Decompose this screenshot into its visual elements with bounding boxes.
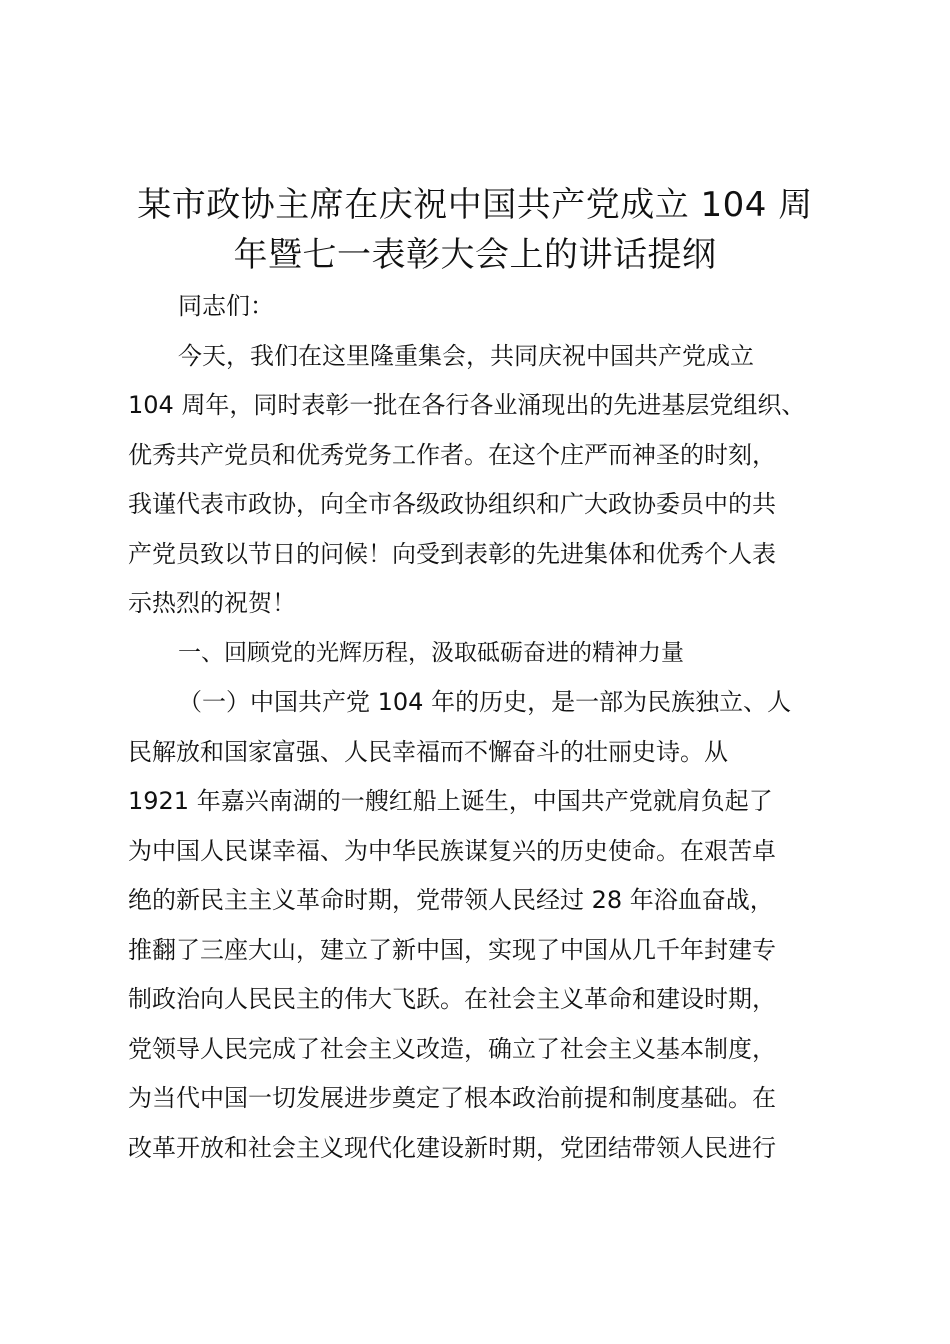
paragraph-line: 优秀共产党员和优秀党务工作者。在这个庄严而神圣的时刻， [128,440,776,469]
title-line-1: 某市政协主席在庆祝中国共产党成立 104 周 [137,185,813,225]
paragraph-line: 为中国人民谋幸福、为中华民族谋复兴的历史使命。在艰苦卓 [128,836,776,865]
paragraph-line: 党领导人民完成了社会主义改造，确立了社会主义基本制度， [128,1034,776,1063]
paragraph-history [128,678,838,1173]
document-body [128,282,838,1173]
title-line-2: 年暨七一表彰大会上的讲话提纲 [233,235,717,275]
paragraph-line: 示热烈的祝贺！ [128,589,296,617]
paragraph-line: 104 周年，同时表彰一批在各行各业涌现出的先进基层党组织、 [128,391,806,419]
paragraph-line: 民解放和国家富强、人民幸福而不懈奋斗的壮丽史诗。从 [128,737,728,766]
paragraph-line: 推翻了三座大山，建立了新中国，实现了中国从几千年封建专 [128,935,776,964]
paragraph-line: 制政治向人民民主的伟大飞跃。在社会主义革命和建设时期， [128,985,776,1013]
paragraph-line: 为当代中国一切发展进步奠定了根本政治前提和制度基础。在 [128,1084,776,1112]
paragraph-line: 改革开放和社会主义现代化建设新时期，党团结带领人民进行 [128,1133,776,1162]
paragraph-line: 今天，我们在这里隆重集会，共同庆祝中国共产党成立 [178,341,754,370]
paragraph-line: 产党员致以节日的问候！向受到表彰的先进集体和优秀个人表 [128,539,776,568]
paragraph-line: 绝的新民主主义革命时期，党带领人民经过 28 年浴血奋战， [128,886,774,914]
paragraph-line: （一）中国共产党 104 年的历史，是一部为民族独立、人 [178,688,792,716]
document-title [120,180,830,280]
salutation: 同志们： [178,292,274,320]
paragraph-line: 1921 年嘉兴南湖的一艘红船上诞生，中国共产党就肩负起了 [128,787,773,815]
paragraph-line: 我谨代表市政协，向全市各级政协组织和广大政协委员中的共 [128,490,776,518]
paragraph-opening [128,332,838,629]
section-heading: 一、回顾党的光辉历程，汲取砥砺奋进的精神力量 [178,639,684,666]
